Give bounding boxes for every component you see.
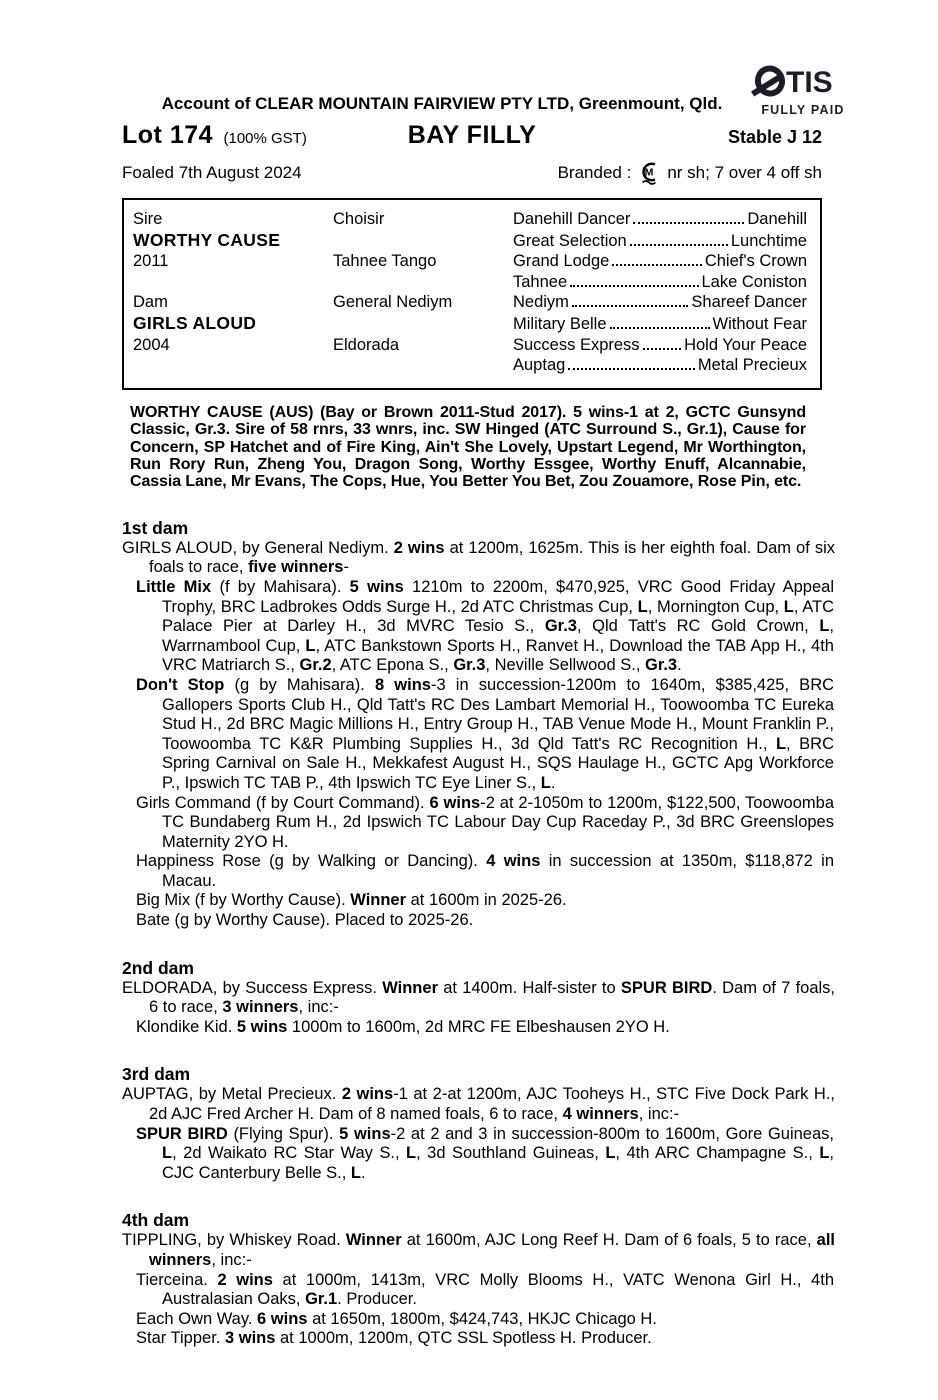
progeny-entry: Don't Stop (g by Mahisara). 8 wins-3 in succession-1200m to 1640m, $385,425, BRC Gallopers Sports Club H., Qld Tatt's RC Des Lambart Memorial H., Toowoomba TC Eureka Stud H., 2d BRC Magic Millions H., Entry Group H., TAB Venue Mode H., Mount Franklin P., Toowoomba TC K&R Plumbing Supplies H., 3d Qld Tatt's RC Recognition H., L, BRC Spring Carnival on Sale H., Mekkafest August H., SQS Haulage H., GCTC Apg Workforce P., Ipswich TC TAB P., 4th Ipswich TC Eye Liner S., L.	[136, 675, 835, 792]
ancestor-name: Chief's Crown	[704, 252, 807, 271]
ancestor-name: Great Selection	[513, 231, 627, 250]
dam-dam-name: Eldorada	[333, 335, 400, 354]
ancestor-name: Grand Lodge	[513, 252, 610, 271]
lot-number: Lot 174	[122, 121, 214, 149]
pedigree-table	[122, 198, 822, 390]
sire-name: WORTHY CAUSE	[133, 229, 281, 250]
ancestor-name: Success Express	[513, 335, 640, 354]
dot-leader	[568, 368, 695, 370]
ancestor-name: Auptag	[513, 356, 566, 375]
progeny-entry: Little Mix (f by Mahisara). 5 wins 1210m to 2200m, $470,925, VRC Good Friday Appeal Trophy, BRC Ladbrokes Odds Surge H., 2d ATC Christmas Cup, L, Mornington Cup, L, ATC Palace Pier at Darley H., 3d MVRC Tesio S., Gr.3, Qld Tatt's RC Gold Crown, L, Warrnambool Cup, L, ATC Bankstown Sports H., Ranvet H., Download the TAB App H., 4th VRC Matriarch S., Gr.2, ATC Epona S., Gr.3, Neville Sellwood S., Gr.3.	[136, 577, 835, 675]
dot-leader	[643, 348, 682, 350]
dot-leader	[570, 285, 698, 287]
stable-number: Stable J 12	[727, 127, 822, 147]
dot-leader	[630, 244, 728, 246]
branded-label: Branded :	[557, 162, 632, 182]
dam-record: ELDORADA, by Success Express. Winner at 1400m. Half-sister to SPUR BIRD. Dam of 7 foals, 6 to race, 3 winners, inc:-	[122, 978, 836, 1017]
ancestor-name: Military Belle	[513, 314, 607, 333]
progeny-entry: Big Mix (f by Worthy Cause). Winner at 1600m in 2025-26.	[136, 891, 567, 910]
dam-year: 2004	[133, 335, 170, 354]
ancestor-name: Tahnee	[513, 272, 568, 291]
section-heading-2nd-dam: 2nd dam	[122, 957, 194, 978]
lot-row	[122, 121, 822, 150]
account-line: Account of CLEAR MOUNTAIN FAIRVIEW PTY LTD, Greenmount, Qld.	[161, 94, 723, 113]
branded-info	[558, 160, 822, 185]
horse-title: BAY FILLY	[407, 121, 537, 149]
ancestor-name: Nediym	[513, 293, 569, 312]
ancestor-name: Lake Coniston	[701, 272, 807, 291]
ancestor-name: Shareef Dancer	[691, 293, 807, 312]
progeny-entry: SPUR BIRD (Flying Spur). 5 wins-2 at 2 and 3 in succession-800m to 1600m, Gore Guineas, L, 2d Waikato RC Star Way S., L, 3d Southland Guineas, L, 4th ARC Champagne S., L, CJC Canterbury Belle S., L.	[136, 1124, 834, 1182]
progeny-entry: Tierceina. 2 wins at 1000m, 1413m, VRC Molly Blooms H., VATC Wenona Girl H., 4th Australasian Oaks, Gr.1. Producer.	[136, 1270, 834, 1309]
ancestor-name: Hold Your Peace	[684, 335, 807, 354]
brand-mark-icon	[638, 160, 660, 185]
progeny-entry: Happiness Rose (g by Walking or Dancing). 4 wins in succession at 1350m, $118,872 in Macau.	[136, 852, 835, 890]
dam-record: AUPTAG, by Metal Precieux. 2 wins-1 at 2-at 1200m, AJC Tooheys H., STC Five Dock Park H., 2d AJC Fred Archer H. Dam of 8 named foals, 6 to race, 4 winners, inc:-	[122, 1085, 835, 1124]
dot-leader	[612, 264, 701, 266]
pedigree-row	[133, 251, 807, 272]
dam-record: GIRLS ALOUD, by General Nediym. 2 wins at 1200m, 1625m. This is her eighth foal. Dam of six foals to race, five winners-	[122, 538, 835, 577]
foaled-date: Foaled 7th August 2024	[122, 162, 302, 182]
pedigree-row	[133, 230, 807, 252]
fully-paid-label: FULLY PAID	[761, 103, 845, 117]
ancestor-name: Danehill Dancer	[513, 210, 631, 228]
svg-text:TIS: TIS	[786, 66, 833, 99]
progeny-entry: Each Own Way. 6 wins at 1650m, 1800m, $424,743, HKJC Chicago H.	[136, 1309, 657, 1328]
ancestor-name: Lunchtime	[730, 231, 807, 250]
damsire-name: General Nediym	[333, 293, 453, 312]
foaled-row	[122, 160, 822, 185]
progeny-entry: Klondike Kid. 5 wins 1000m to 1600m, 2d MRC FE Elbeshausen 2YO H.	[136, 1017, 670, 1036]
section-heading-3rd-dam: 3rd dam	[122, 1064, 191, 1085]
dam-record: TIPPLING, by Whiskey Road. Winner at 1600m, AJC Long Reef H. Dam of 6 foals, 5 to race, all winners, inc:-	[122, 1231, 835, 1269]
section-heading-1st-dam: 1st dam	[122, 517, 189, 538]
pedigree-row	[133, 313, 807, 335]
ancestor-name: Without Fear	[712, 314, 807, 333]
dot-leader	[572, 305, 688, 307]
sire-year: 2011	[133, 252, 169, 271]
ancestor-name: Metal Precieux	[697, 356, 807, 375]
grandam-name: Tahnee Tango	[333, 252, 437, 271]
dam-name: GIRLS ALOUD	[133, 312, 257, 333]
sire-label: Sire	[133, 210, 163, 228]
pedigree-row	[133, 292, 807, 313]
pedigree-row	[133, 335, 807, 356]
sire-summary: WORTHY CAUSE (AUS) (Bay or Brown 2011-Stud 2017). 5 wins-1 at 2, GCTC Gunsynd Classic, Gr.3. Sire of 58 rnrs, 33 wnrs, inc. SW Hinged (ATC Surround S., Gr.1), Cause for Concern, SP Hatchet and of Fire King, Ain't She Lovely, Upstart Legend, Mr Worthington, Run Rory Run, Zheng You, Dragon Song, Worthy Essgee, Worthy Enuff, Alcannabie, Cassia Lane, Mr Evans, The Cops, Hue, You Better You Bet, Zou Zouamore, Rose Pin, etc.	[130, 403, 806, 491]
progeny-entry: Girls Command (f by Court Command). 6 wins-2 at 2-1050m to 1200m, $122,500, Toowoomba TC Bundaberg Rum H., 2d Ipswich TC Labour Day Cup Raceday P., 3d BRC Greenslopes Maternity 2YO H.	[136, 793, 835, 851]
branded-description: nr sh; 7 over 4 off sh	[667, 162, 822, 182]
section-heading-4th-dam: 4th dam	[122, 1210, 190, 1231]
dam-label: Dam	[133, 293, 168, 312]
svg-text:M: M	[644, 166, 654, 179]
progeny-entry: Star Tipper. 3 wins at 1000m, 1200m, QTC SSL Spotless H. Producer.	[136, 1329, 652, 1348]
dot-leader	[610, 327, 710, 329]
gst-note: (100% GST)	[223, 130, 307, 147]
pedigree-row	[133, 355, 807, 376]
ancestor-name: Danehill	[747, 210, 807, 228]
pedigree-row	[133, 272, 807, 293]
dot-leader	[633, 222, 744, 224]
progeny-entry: Bate (g by Worthy Cause). Placed to 2025-26.	[136, 911, 474, 930]
pedigree-row	[133, 209, 807, 230]
grandsire-name: Choisir	[333, 210, 385, 228]
